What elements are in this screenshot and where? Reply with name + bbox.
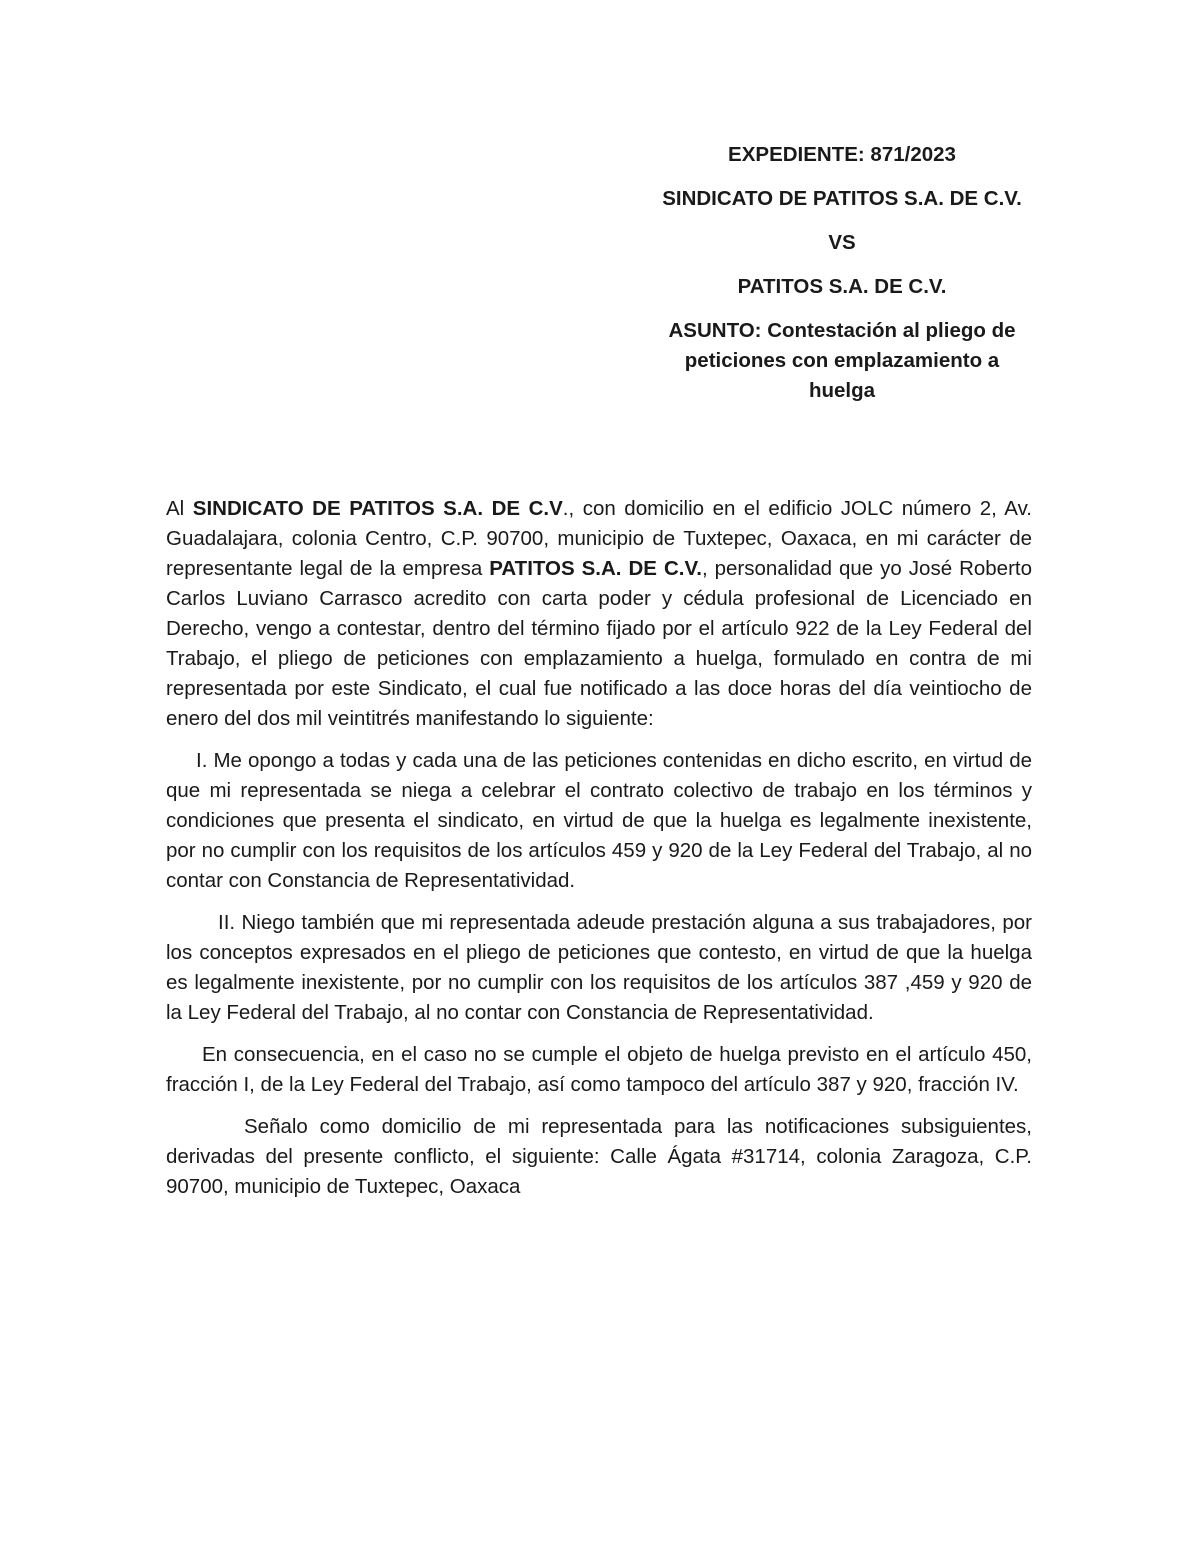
plaintiff-name: SINDICATO DE PATITOS S.A. DE C.V. xyxy=(662,187,1022,210)
company-name: PATITOS S.A. DE C.V. xyxy=(489,557,702,580)
versus-label: VS xyxy=(828,231,856,254)
point-two-paragraph: II. Niego también que mi representada adeude prestación alguna a sus trabajadores, por los conceptos expresados en el pliego de peticiones que contesto, en virtud de que la huelga es legalmente inexistente, por no cumplir con los requisitos de los artículos 387 ,459 y 920 de la Ley Federal del Trabajo, al no contar con Constancia de Representatividad. xyxy=(166,911,1032,1024)
intro-text-end: , personalidad que yo José Roberto Carlos Luviano Carrasco acredito con carta poder y cédula profesional de Licenciado en Derecho, vengo a contestar, dentro del término fijado por el artículo 922 de la Ley Federal del Trabajo, el pliego de peticiones con emplazamiento a huelga, formulado en contra de mi representada por este Sindicato, el cual fue notificado a las doce horas del día veintiocho de enero del dos mil veintitrés manifestando lo siguiente: xyxy=(166,557,1033,730)
union-name: SINDICATO DE PATITOS S.A. DE C.V xyxy=(192,497,563,520)
consequence-paragraph: En consecuencia, en el caso no se cumple el objeto de huelga previsto en el artículo 450, fracción I, de la Ley Federal del Trabajo, así como tampoco del artículo 387 y 920, fracción IV. xyxy=(166,1043,1032,1096)
point-one-paragraph: I. Me opongo a todas y cada una de las peticiones contenidas en dicho escrito, en virtud de que mi representada se niega a celebrar el contrato colectivo de trabajo en los términos y condiciones que presenta el sindicato, en virtud de que la huelga es legalmente inexistente, por no cumplir con los requisitos de los artículos 459 y 920 de la Ley Federal del Trabajo, al no contar con Constancia de Representatividad. xyxy=(166,749,1032,892)
document-body xyxy=(166,494,1032,1214)
intro-text-start: Al xyxy=(166,497,193,520)
subject-line: ASUNTO: Contestación al pliego de peticiones con emplazamiento a huelga xyxy=(668,319,1016,402)
address-paragraph: Señalo como domicilio de mi representada para las notificaciones subsiguientes, derivadas del presente conflicto, el siguiente: Calle Ágata #31714, colonia Zaragoza, C.P. 90700, municipio de Tuxtepec, Oaxaca xyxy=(166,1115,1032,1198)
intro-paragraph xyxy=(166,494,1032,734)
defendant-name: PATITOS S.A. DE C.V. xyxy=(737,275,947,298)
case-number: EXPEDIENTE: 871/2023 xyxy=(728,143,956,166)
case-header xyxy=(652,140,1032,420)
intro-text-middle: ., con domicilio en el edificio JOLC número 2, Av. Guadalajara, colonia Centro, C.P. 90700, municipio de Tuxtepec, Oaxaca, en mi carácter de representante legal de la empresa xyxy=(166,497,1032,580)
